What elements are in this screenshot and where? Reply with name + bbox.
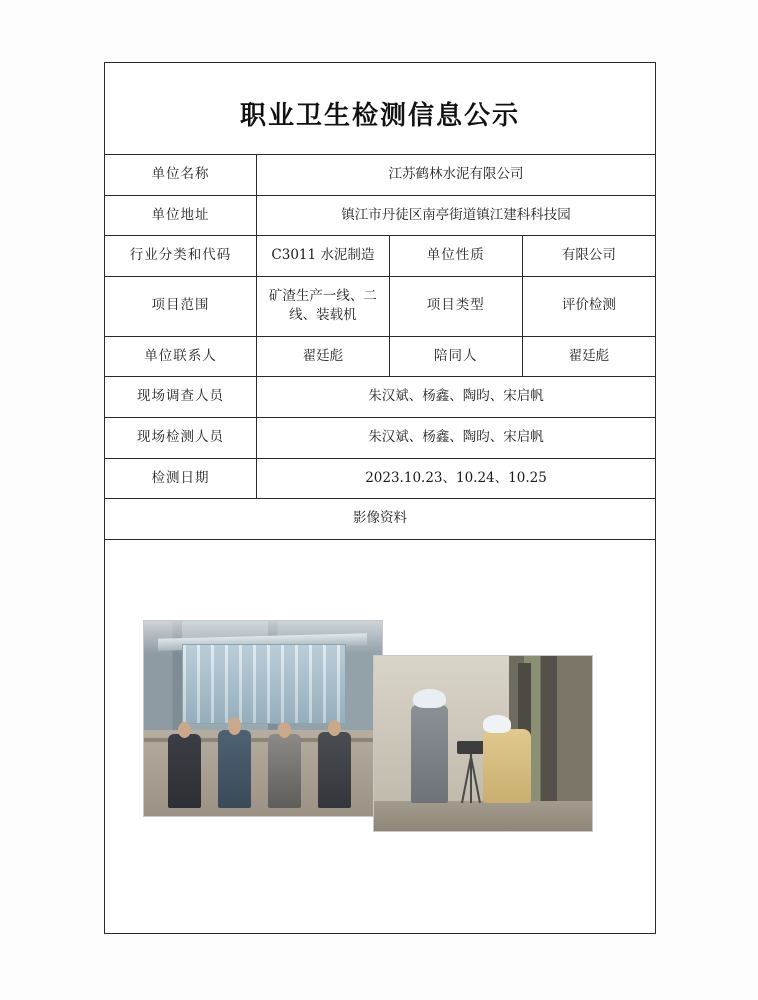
company-type-value: 有限公司	[522, 236, 655, 277]
photo-person	[268, 734, 301, 808]
media-section-header: 影像资料	[105, 499, 655, 539]
site-photo-group	[143, 620, 383, 817]
photo-floor	[374, 801, 592, 831]
company-address-label: 单位地址	[105, 195, 257, 236]
contact-person-label: 单位联系人	[105, 336, 257, 377]
test-date-value: 2023.10.23、10.24、10.25	[257, 458, 656, 499]
company-name-value: 江苏鹤林水泥有限公司	[257, 155, 656, 196]
table-row	[105, 499, 655, 539]
survey-staff-label: 现场调查人员	[105, 377, 257, 418]
photo-person-head	[278, 722, 291, 738]
document-frame	[104, 62, 656, 934]
photo-worker-standing	[411, 705, 448, 803]
accompanying-person-label: 陪同人	[389, 336, 522, 377]
company-name-label: 单位名称	[105, 155, 257, 196]
test-date-label: 检测日期	[105, 458, 257, 499]
photo-worker-measuring	[483, 729, 531, 803]
project-type-label: 项目类型	[389, 276, 522, 336]
media-section	[105, 539, 655, 970]
testing-staff-value: 朱汉斌、杨鑫、陶昀、宋启帆	[257, 417, 656, 458]
contact-person-value: 翟廷彪	[257, 336, 390, 377]
project-scope-value: 矿渣生产一线、二线、装载机	[257, 276, 390, 336]
table-row	[105, 155, 655, 196]
photo-glass-facade	[182, 644, 346, 724]
info-table	[105, 154, 655, 539]
photo-person-head	[178, 722, 191, 738]
industry-code-label: 行业分类和代码	[105, 236, 257, 277]
table-row	[105, 336, 655, 377]
photo-person-head	[228, 717, 241, 734]
company-address-value: 镇江市丹徒区南亭街道镇江建科科技园	[257, 195, 656, 236]
photo-helmet	[483, 715, 511, 733]
page-title: 职业卫生检测信息公示	[239, 101, 520, 131]
testing-staff-label: 现场检测人员	[105, 417, 257, 458]
table-row	[105, 377, 655, 418]
table-row	[105, 276, 655, 336]
photo-person	[168, 734, 201, 808]
table-row	[105, 236, 655, 277]
project-scope-label: 项目范围	[105, 276, 257, 336]
table-row	[105, 458, 655, 499]
table-row	[105, 195, 655, 236]
project-type-value: 评价检测	[522, 276, 655, 336]
photo-person-head	[328, 720, 341, 737]
table-row	[105, 417, 655, 458]
photo-helmet	[413, 689, 446, 708]
industry-code-value: C3011 水泥制造	[257, 236, 390, 277]
accompanying-person-value: 翟廷彪	[522, 336, 655, 377]
photo-person	[218, 730, 251, 808]
survey-staff-value: 朱汉斌、杨鑫、陶昀、宋启帆	[257, 377, 656, 418]
company-type-label: 单位性质	[389, 236, 522, 277]
site-photo-measurement	[373, 655, 593, 832]
photo-person	[318, 732, 351, 808]
